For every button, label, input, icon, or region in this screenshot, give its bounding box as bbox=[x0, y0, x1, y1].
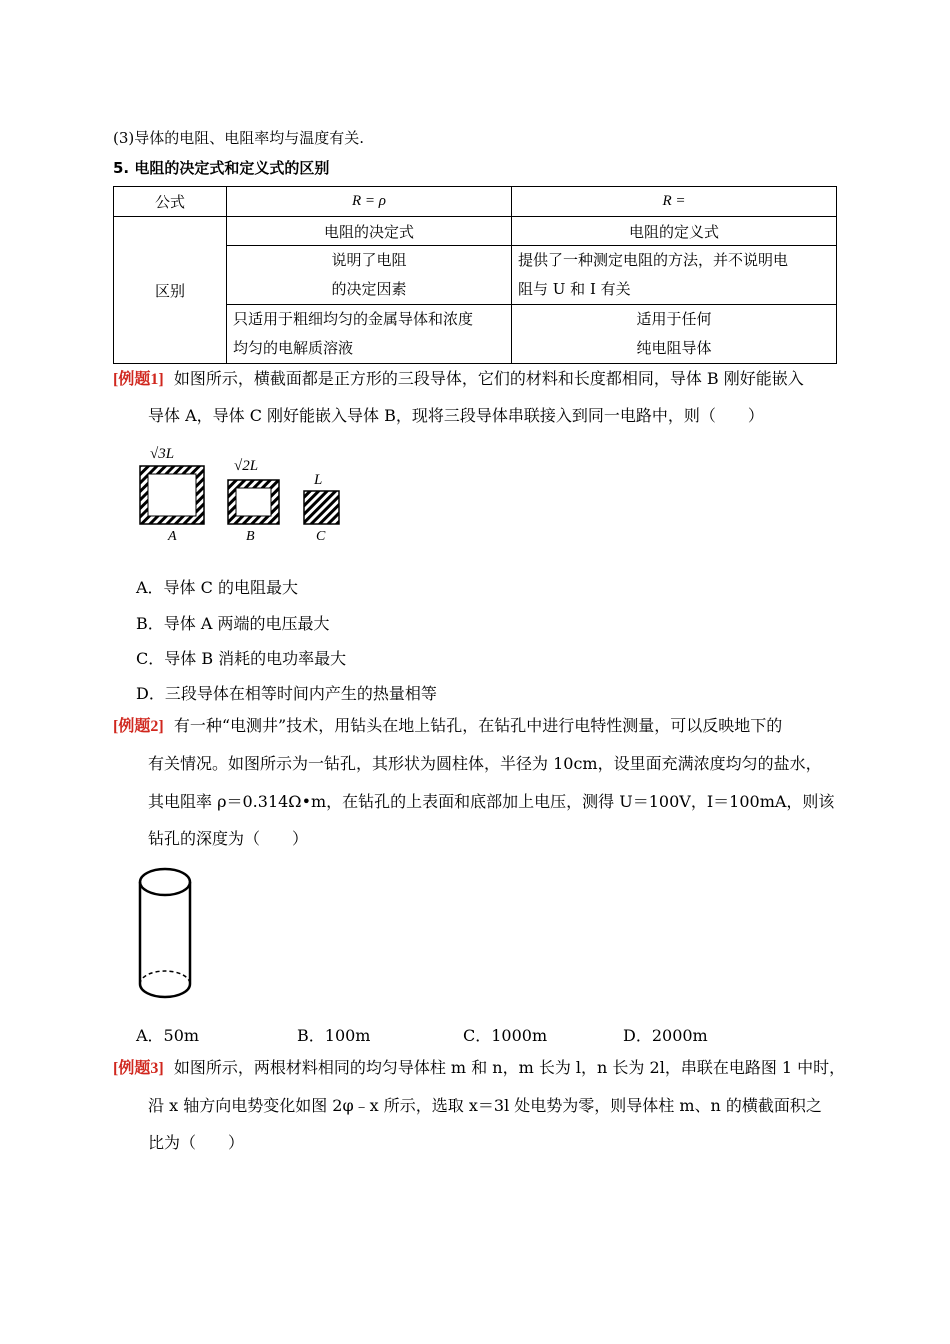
table-header-definition: R = bbox=[512, 187, 837, 217]
label-b: B bbox=[246, 529, 255, 544]
table-cell-det-3 bbox=[227, 305, 512, 364]
label-c: C bbox=[316, 529, 326, 544]
example-1-option-b: B．导体 A 两端的电压最大 bbox=[136, 614, 330, 633]
example-3-tag: [例题3] bbox=[113, 1060, 164, 1077]
example-2-option-c: C．1000m bbox=[463, 1026, 548, 1045]
example-1-option-a: A．导体 C 的电阻最大 bbox=[136, 578, 298, 597]
borehole-cylinder-figure bbox=[130, 860, 200, 1010]
example-1-text-2: 导体 A，导体 C 刚好能嵌入导体 B，现将三段导体串联接入到同一电路中，则（ ） bbox=[148, 406, 764, 425]
example-3-text-1: 如图所示，两根材料相同的均匀导体柱 m 和 n，m 长为 l，n 长为 2l，串联在电路图 1 中时， bbox=[173, 1058, 846, 1077]
section-heading-5: 5. 电阻的决定式和定义式的区别 bbox=[113, 159, 330, 177]
example-1-option-d: D．三段导体在相等时间内产生的热量相等 bbox=[136, 684, 437, 703]
table-cell-det-3-line2: 均匀的电解质溶液 bbox=[233, 339, 354, 357]
example-2-text-4: 钻孔的深度为（ ） bbox=[148, 829, 309, 848]
table-cell-det-2-line2: 的决定因素 bbox=[331, 280, 407, 298]
conductor-a-square bbox=[140, 466, 204, 524]
conductor-c-square bbox=[304, 491, 339, 524]
table-cell-det-3-line1: 只适用于粗细均匀的金属导体和浓度 bbox=[233, 310, 474, 328]
conductor-cross-section-figure bbox=[130, 440, 370, 550]
example-1-option-c: C．导体 B 消耗的电功率最大 bbox=[136, 649, 347, 668]
table-cell-def-3 bbox=[512, 305, 837, 364]
label-c-side: L bbox=[314, 472, 323, 488]
table-cell-def-3-line1: 适用于任何 bbox=[636, 310, 712, 328]
example-3-text-3: 比为（ ） bbox=[148, 1133, 245, 1152]
table-header-formula: 公式 bbox=[114, 187, 227, 217]
label-b-side: √2L bbox=[234, 458, 259, 474]
table-cell-def-2 bbox=[512, 246, 837, 305]
example-2-text-3: 其电阻率 ρ＝0.314Ω•m，在钻孔的上表面和底部加上电压，测得 U＝100V，I＝100mA，则该 bbox=[148, 792, 835, 811]
example-2-text-1: 有一种“电测井”技术，用钻头在地上钻孔，在钻孔中进行电特性测量，可以反映地下的 bbox=[173, 716, 783, 735]
label-a: A bbox=[168, 529, 177, 544]
conductor-b-square bbox=[228, 480, 279, 524]
example-1-text-1: 如图所示，横截面都是正方形的三段导体，它们的材料和长度都相同，导体 B 刚好能嵌入 bbox=[173, 369, 804, 388]
table-cell-det-2 bbox=[227, 246, 512, 305]
example-1-line-1 bbox=[113, 360, 804, 398]
table-cell-det-2-line1: 说明了电阻 bbox=[331, 251, 407, 269]
comparison-table bbox=[113, 186, 837, 364]
label-a-side: √3L bbox=[150, 446, 175, 462]
table-cell-def-3-line2: 纯电阻导体 bbox=[636, 339, 712, 357]
example-2-option-b: B．100m bbox=[297, 1026, 371, 1045]
table-cell-det-1: 电阻的决定式 bbox=[227, 217, 512, 246]
example-1-tag: [例题1] bbox=[113, 371, 164, 388]
text-line-3: (3)导体的电阻、电阻率均与温度有关. bbox=[113, 129, 365, 147]
example-2-tag: [例题2] bbox=[113, 718, 164, 735]
example-2-option-d: D．2000m bbox=[623, 1026, 708, 1045]
example-3-line-1 bbox=[113, 1049, 845, 1087]
example-2-text-2: 有关情况。如图所示为一钻孔，其形状为圆柱体，半径为 10cm，设里面充满浓度均匀的盐水， bbox=[148, 754, 822, 773]
table-header-determinative: R = ρ bbox=[227, 187, 512, 217]
example-2-option-a: A．50m bbox=[136, 1026, 200, 1045]
table-cell-def-2-line2: 阻与 U 和 I 有关 bbox=[518, 280, 631, 298]
table-cell-def-1: 电阻的定义式 bbox=[512, 217, 837, 246]
example-2-line-1 bbox=[113, 707, 782, 745]
table-cell-def-2-line1: 提供了一种测定电阻的方法，并不说明电 bbox=[518, 251, 789, 269]
example-3-text-2: 沿 x 轴方向电势变化如图 2φ﹣x 所示，选取 x＝3l 处电势为零，则导体柱 m、n 的横截面积之 bbox=[148, 1096, 822, 1115]
table-row-label: 区别 bbox=[114, 217, 227, 364]
